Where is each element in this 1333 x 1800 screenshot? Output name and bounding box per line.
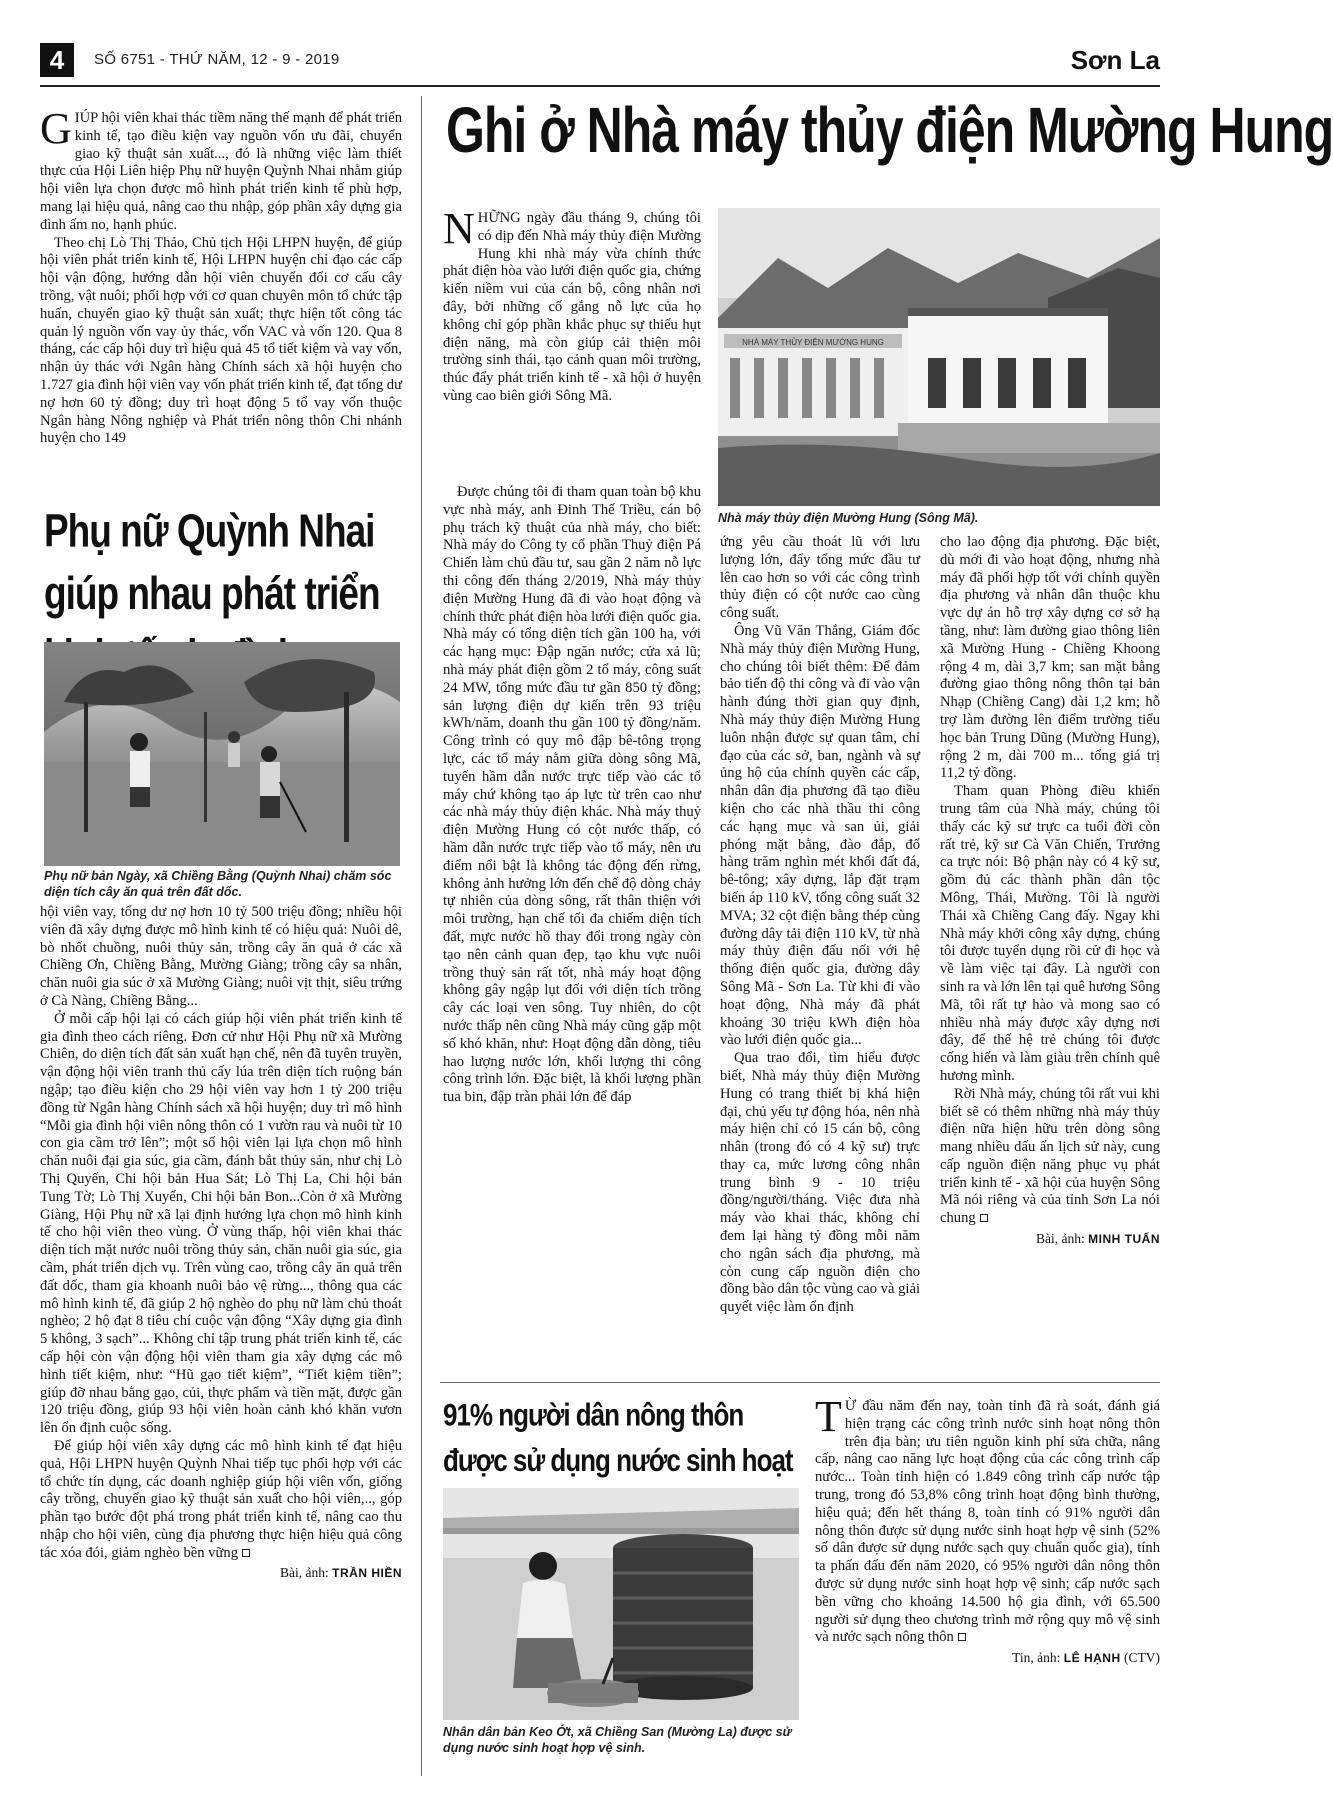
- muong-hung-lead-para: [443, 204, 701, 406]
- water-photo-caption: Nhân dân bản Keo Ớt, xã Chiềng San (Mường La) được sử dụng nước sinh hoạt hợp vệ sinh.: [443, 1725, 792, 1755]
- muong-hung-headline: Ghi ở Nhà máy thủy điện Mường Hung: [446, 94, 1333, 167]
- article-divider: [440, 1382, 1160, 1383]
- header-divider: [40, 85, 1160, 87]
- byline-prefix: Bài, ảnh:: [280, 1565, 329, 1581]
- muong-hung-paragraph: Ông Vũ Văn Thắng, Giám đốc Nhà máy thủy điện Mường Hung, cho chúng tôi biết thêm: Để đảm bảo tiến độ thi công và đi vào vận hành đúng thời gian quy định, Nhà máy thủy điện Mường Hung luôn nhận được sự quan tâm, chỉ đạo của các sở, ban, ngành và sự ủng hộ của chính quyền các cấp, nhân dân địa phương đã tạo điều kiện cho các nhà thầu thi công các hạng mục và san ủi, giải phóng mặt bằng, đào đắp, đổ hàng trăm nghìn mét khối đất đá, bê-tông; xây dựng, lắp đặt trạm biến áp 110 kV, tổng công suất 32 MVA; 32 cột điện bằng thép cùng đường dây tải điện 110 kV, từ nhà máy thủy điện đấu nối với hệ thống điện quốc gia, đường dây Sông Mã - Sơn La. Từ khi đi vào hoạt động, Nhà máy đã phát khoảng 30 triệu kWh điện hòa vào lưới điện quốc gia...: [720, 622, 920, 1049]
- water-lead-para: [815, 1392, 1160, 1647]
- muong-hung-column-1: [443, 484, 701, 1378]
- byline-suffix: (CTV): [1124, 1650, 1160, 1666]
- quynh-nhai-headline: Phụ nữ Quỳnh Nhai giúp nhau phát triển: [44, 505, 380, 619]
- orchard-scene-image: [44, 642, 400, 866]
- muong-hung-byline: [940, 1230, 1160, 1249]
- end-mark-icon: [242, 1549, 250, 1557]
- byline-author: MINH TUẤN: [1088, 1232, 1160, 1247]
- muong-hung-paragraph: Được chúng tôi đi tham quan toàn bộ khu vực nhà máy, anh Đinh Thế Triều, cán bộ phụ trách kỹ thuật của nhà máy, cho biết: Nhà máy do Công ty cổ phần Thuỷ điện Pá Chiến làm chủ đầu tư, sau gần 2 năm nỗ lực thi công đến tháng 2/2019, Nhà máy thủy điện Mường Hung đã đi vào hoạt động và chính thức phát điện hòa lưới điện quốc gia. Nhà máy có tổng diện tích gần 100 ha, với các hạng mục: Đập ngăn nước; cửa xả lũ; nhà máy phát điện gồm 2 tổ máy, công suất 24 MW, tổng mức đầu tư gần 850 tỷ đồng; sản lượng điện dự kiến trên 93 triệu kWh/năm, doanh thu gần 100 tỷ đồng/năm. Công trình có quy mô đập bê-tông trọng lực, các tổ máy nằm giữa dòng sông Mã, tuyến hầm dẫn nước trực tiếp vào các tổ máy chứ không tạo áp lực từ trên cao như các nhà máy thủy điện khác. Nhà máy thuỷ điện Mường Hung có cột nước thấp, có hầm dẫn nước trực tiếp vào tổ máy, nên ưu điểm nổi bật là không tác động đến rừng, không ảnh hưởng lớn đến chế độ dòng chảy tự nhiên của dòng sông, rất thân thiện với môi trường, hạn chế tối đa chiếm diện tích đất, mực nước hồ thay đổi trong ngày còn tạo nên cảnh quan đẹp, tạo khu vực nuôi trồng thuỷ sản rất tốt, nhà máy hoạt động không gây ngập lụt đối với diện tích trồng cây các loại ven sông. Tuy nhiên, do cột nước thấp nên cũng Nhà máy cũng gặp một số khó khăn, như: Hoạt động dẫn dòng, tiêu hao lượng nước lớn, khối lượng thi công công trình lớn. Đặc biệt, là khối lượng phần tua bin, đập tràn phải lớn để đáp: [443, 484, 701, 1106]
- end-mark-icon: [980, 1214, 988, 1222]
- quynh-nhai-intro: [40, 104, 402, 488]
- muong-hung-lead: HỮNG ngày đầu tháng 9, chúng tôi có dịp đến Nhà máy thủy điện Mường Hung khi nhà máy vừa chính thức phát điện hòa vào lưới điện quốc gia, chứng kiến niềm vui của cán bộ, công nhân nơi đây, bởi những cố gắng nỗ lực của họ không chỉ góp phần khắc phục sự thiếu hụt điện năng, mà còn giúp cải thiện môi trường sinh thái, tạo cảnh quan môi trường, thúc đẩy phát triển kinh tế - xã hội ở huyện vùng cao biên giới Sông Mã.: [443, 210, 701, 404]
- quynh-nhai-paragraph: [40, 1438, 402, 1563]
- section-name: Sơn La: [1070, 45, 1160, 75]
- muong-hung-paragraph: ứng yêu cầu thoát lũ với lưu lượng lớn, đẩy tổng mức đầu tư lên cao hơn so với các công trình thủy điện có cột nước cao cùng công suất.: [720, 534, 920, 622]
- women-orchard-photo: [44, 642, 400, 866]
- quynh-nhai-byline: [40, 1564, 402, 1583]
- byline-author: LÊ HẠNH: [1063, 1651, 1121, 1666]
- page-number: 4: [40, 43, 74, 77]
- muong-hung-photo-caption: Nhà máy thủy điện Mường Hung (Sông Mã).: [718, 511, 979, 525]
- dropcap: G: [40, 104, 72, 153]
- quynh-nhai-lead: IÚP hội viên khai thác tiềm năng thế mạnh để phát triển kinh tế, tạo điều kiện vay nguồn vốn ưu đãi, chuyển giao kỹ thuật sản xuất..., đó là những việc làm thiết thực của Hội Liên hiệp Phụ nữ huyện Quỳnh Nhai nhằm giúp hội viên lựa chọn được mô hình phát triển kinh tế phù hợp, mang lại hiệu quả, nâng cao thu nhập, góp phần xây dựng gia đình ấm no, hạnh phúc.: [40, 110, 402, 233]
- quynh-nhai-paragraph: hội viên vay, tổng dư nợ hơn 10 tỷ 500 triệu đồng; nhiều hội viên đã xây dựng được mô hình kinh tế có hiệu quả: Nuôi dê, bò nhốt chuồng, nuôi thủy sản, trồng cây ăn quả ở các xã Chiềng Ơn, Chiềng Bằng, Mường Giàng; trồng cây sa nhân, chăn nuôi gia súc ở xã Mường Giàng; nuôi vịt thịt, siêu trứng ở Cà Nàng, Chiềng Bằng...: [40, 904, 402, 1009]
- water-lead: Ừ đầu năm đến nay, toàn tỉnh đã rà soát, đánh giá hiện trạng các công trình nước sinh hoạt nông thôn trên địa bàn; ưu tiên nguồn kinh phí sửa chữa, nâng cấp, nâng cao năng lực hoạt động của các công trình cấp nước... Toàn tỉnh hiện có 1.849 công trình cấp nước tập trung, trong đó 53,8% công trình hoạt động bình thường, hiệu quả; đến hết tháng 8, toàn tỉnh có 91% người dân nông thôn được sử dụng nước sinh hoạt hợp vệ sinh (52% số dân được sử dụng nước sạch quy chuẩn quốc gia), tính ta phấn đấu đến năm 2020, có 95% người dân nông thôn được sử dụng nước sinh hoạt hợp vệ sinh; cấp nước sạch bền vững cho khoảng 14.500 hộ gia đình, với 65.500 người sử dụng theo chương trình mở rộng quy mô vệ sinh và nước sạch nông thôn: [815, 1398, 1160, 1646]
- quynh-nhai-body: [40, 904, 402, 1770]
- muong-hung-paragraph: cho lao động địa phương. Đặc biệt, dù mới đi vào hoạt động, nhưng nhà máy đã phối hợp tốt với chính quyền địa phương và nhân dân thuộc khu vực dự án hỗ trợ xây dựng cơ sở hạ tầng, như: làm đường giao thông liên xã Mường Hung - Chiềng Khoong rộng 4 m, dài 3,7 km; san mặt bằng đường giao thông nông thôn tại bản Nhạp (Chiềng Cang) dài 1,2 km; hỗ trợ làm đường lên điểm trường tiểu học bản Trung Dũng (Mường Hung), rộng 2 m, dài 700 m... tổng giá trị 11,2 tỷ đồng.: [940, 534, 1160, 782]
- dropcap: N: [443, 204, 475, 253]
- byline-prefix: Tin, ảnh:: [1012, 1650, 1061, 1666]
- byline-prefix: Bài, ảnh:: [1036, 1231, 1085, 1247]
- quynh-nhai-lead-para: [40, 104, 402, 235]
- muong-hung-paragraph: Tham quan Phòng điều khiển trung tâm của Nhà máy, chúng tôi thấy các kỹ sư trực ca tuổi đời còn rất trẻ, kỹ sư Cà Văn Chiến, Trưởng ca trực nói: Bộ phận này có 4 kỹ sư, gồm đủ các thành phần dân tộc Mông, Thái, Mường. Tôi là người Thái xã Chiềng Cang đấy. Ngay khi Nhà máy khởi công xây dựng, chúng tôi được tuyển dụng rồi cử đi học và về làm việc tại đây. Là người con sinh ra và lớn lên tại quê hương Sông Mã, tôi rất tự hào và mong sao có nhiều nhà máy được xây dựng nơi đây, để thế hệ trẻ chúng tôi được cống hiến và làm giàu trên chính quê hương mình.: [940, 783, 1160, 1084]
- water-byline: [815, 1649, 1160, 1668]
- plant-sign-text: NHÀ MÁY THỦY ĐIỆN MƯỜNG HUNG: [742, 338, 884, 347]
- muong-hung-column-2: [720, 534, 920, 1378]
- issue-date: SỐ 6751 - THỨ NĂM, 12 - 9 - 2019: [94, 51, 340, 68]
- muong-hung-lead-block: [443, 204, 701, 480]
- muong-hung-paragraph: Qua trao đổi, tìm hiểu được biết, Nhà máy thủy điện Mường Hung có trang thiết bị khá hiện đại, chủ yếu tự động hóa, nên nhà máy hiện chỉ có 15 cán bộ, công nhân (trong đó có 4 kỹ sư) trực thay ca, mức lương công nhân trung bình 9 - 10 triệu đồng/người/tháng. Việc đưa nhà máy vào khai thác, không chỉ đem lại hàng tỷ đồng mỗi năm cho ngân sách địa phương, mà còn cung cấp nguồn điện cho đồng bào dân tộc vùng cao và giải quyết việc làm ổn định: [720, 1050, 920, 1316]
- muong-hung-paragraph: [940, 1086, 1160, 1228]
- dropcap: T: [815, 1392, 842, 1441]
- byline-author: TRẦN HIỀN: [332, 1566, 402, 1581]
- water-headline: 91% người dân nông thôn được sử dụng nước sinh hoạt: [443, 1396, 793, 1479]
- quynh-nhai-paragraph: Ở mỗi cấp hội lại có cách giúp hội viên phát triển kinh tế gia đình theo cách riêng. Đơn cử như Hội Phụ nữ xã Mường Chiên, do diện tích đất sản xuất hạn chế, nên đã tuyên truyền, vận động hội viên tranh thủ cấy lúa trên diện tích ruộng bán ngập; tạo điều kiện cho 29 hội viên vay hơn 1 tỷ 200 triệu đồng từ Ngân hàng Chính sách xã hội huyện; duy trì mô hình “Mỗi gia đình hội viên nông thôn có 1 vườn rau và nuôi từ 10 con gia cầm trở lên”; một số hội viên lại lựa chọn mô hình chăn nuôi đại gia súc, gia cầm, đánh bắt thủy sản, như chị Lò Thị Quyến, Chi hội bản Hua Sát; Lò Thị La, Chi hội bản Tung Tờ; Lò Thị Xuyến, Chi hội bản Bon...Còn ở xã Mường Giàng, Hội Phụ nữ xã lại định hướng lựa chọn mô hình kinh tế cho hội viên theo vùng. Ở vùng thấp, hội viên khai thác diện tích mặt nước nuôi trồng thủy sản, chăn nuôi gia súc, gia cầm, phát triển dịch vụ. Trên vùng cao, trồng cây ăn quả trên đất dốc, tham gia khoanh nuôi bảo vệ rừng..., thông qua các mô hình kinh tế, đã giúp 2 hộ nghèo do phụ nữ làm chủ thoát nghèo; 2 hộ đạt 8 tiêu chí cuộc vận động “Xây dựng gia đình 5 không, 3 sạch”... Không chỉ tập trung phát triển kinh tế, các cấp hội còn vận động hội viên tham gia xây dựng các mô hình tiết kiệm, như: “Hũ gạo tiết kiệm”, “Tiết kiệm tiền”; giúp đỡ nhau bằng gạo, củi, thực phẩm và tiền mặt, được gần 120 triệu đồng, giúp 93 hội viên hoàn cảnh khó khăn vươn lên ổn định cuộc sống.: [40, 1010, 402, 1437]
- dam-scene-image: [718, 208, 1160, 506]
- water-tank-photo: [443, 1488, 799, 1720]
- quynh-nhai-paragraph: Theo chị Lò Thị Thảo, Chủ tịch Hội LHPN huyện, để giúp hội viên phát triển kinh tế, Hội LHPN huyện chỉ đạo các cấp hội vận động, hướng dẫn hội viên chuyển đổi cơ cấu cây trồng, vật nuôi; phối hợp với cơ quan chuyên môn tổ chức tập huấn, chuyển giao kỹ thuật sản xuất; thực hiện tốt công tác quản lý nguồn vốn vay ủy thác, vốn VAC và vốn 120. Qua 8 tháng, các cấp hội duy trì hiệu quả 45 tổ tiết kiệm và vay vốn, nhận ủy thác với Ngân hàng Chính sách xã hội huyện cho 1.727 gia đình hội viên vay vốn phát triển kinh tế, đạt tổng dư nợ hơn 60 tỷ đồng; duy trì hoạt động 5 tổ vay vốn thuộc Ngân hàng Nông nghiệp và Phát triển nông thôn Chi nhánh huyện cho 149: [40, 234, 402, 447]
- muong-hung-column-3: [940, 534, 1160, 1378]
- muong-hung-closing: Rời Nhà máy, chúng tôi rất vui khi biết sẽ có thêm những nhà máy thủy điện nữa hiện hữu trên dòng sông mang nhiều dấu ấn lịch sử này, cung cấp nguồn điện năng phục vụ phát triển kinh tế - xã hội của huyện Sông Mã nói riêng và của tỉnh Sơn La nói chung: [940, 1085, 1160, 1227]
- water-body: [815, 1392, 1160, 1770]
- end-mark-icon: [958, 1633, 966, 1641]
- column-divider: [421, 96, 422, 1776]
- page-header: [40, 43, 1160, 79]
- hydropower-plant-photo: [718, 208, 1160, 506]
- water-tank-scene-image: [443, 1488, 799, 1720]
- quynh-nhai-photo-caption: Phụ nữ bản Ngày, xã Chiềng Bằng (Quỳnh Nhai) chăm sóc diện tích cây ăn quả trên đất dốc.: [44, 869, 392, 899]
- quynh-nhai-closing: Để giúp hội viên xây dựng các mô hình kinh tế đạt hiệu quả, Hội LHPN huyện Quỳnh Nhai tiếp tục phối hợp với các tổ chức tín dụng, các doanh nghiệp giúp hội viên vốn, giống cây trồng, chuyển giao kỹ thuật sản xuất cho hội viên,.., góp phần tạo bước đột phá trong phát triển kinh tế, nâng cao thu nhập cho hội viên, cùng địa phương thực hiện hiệu quả công tác xóa đói, giảm nghèo bền vững: [40, 1437, 402, 1561]
